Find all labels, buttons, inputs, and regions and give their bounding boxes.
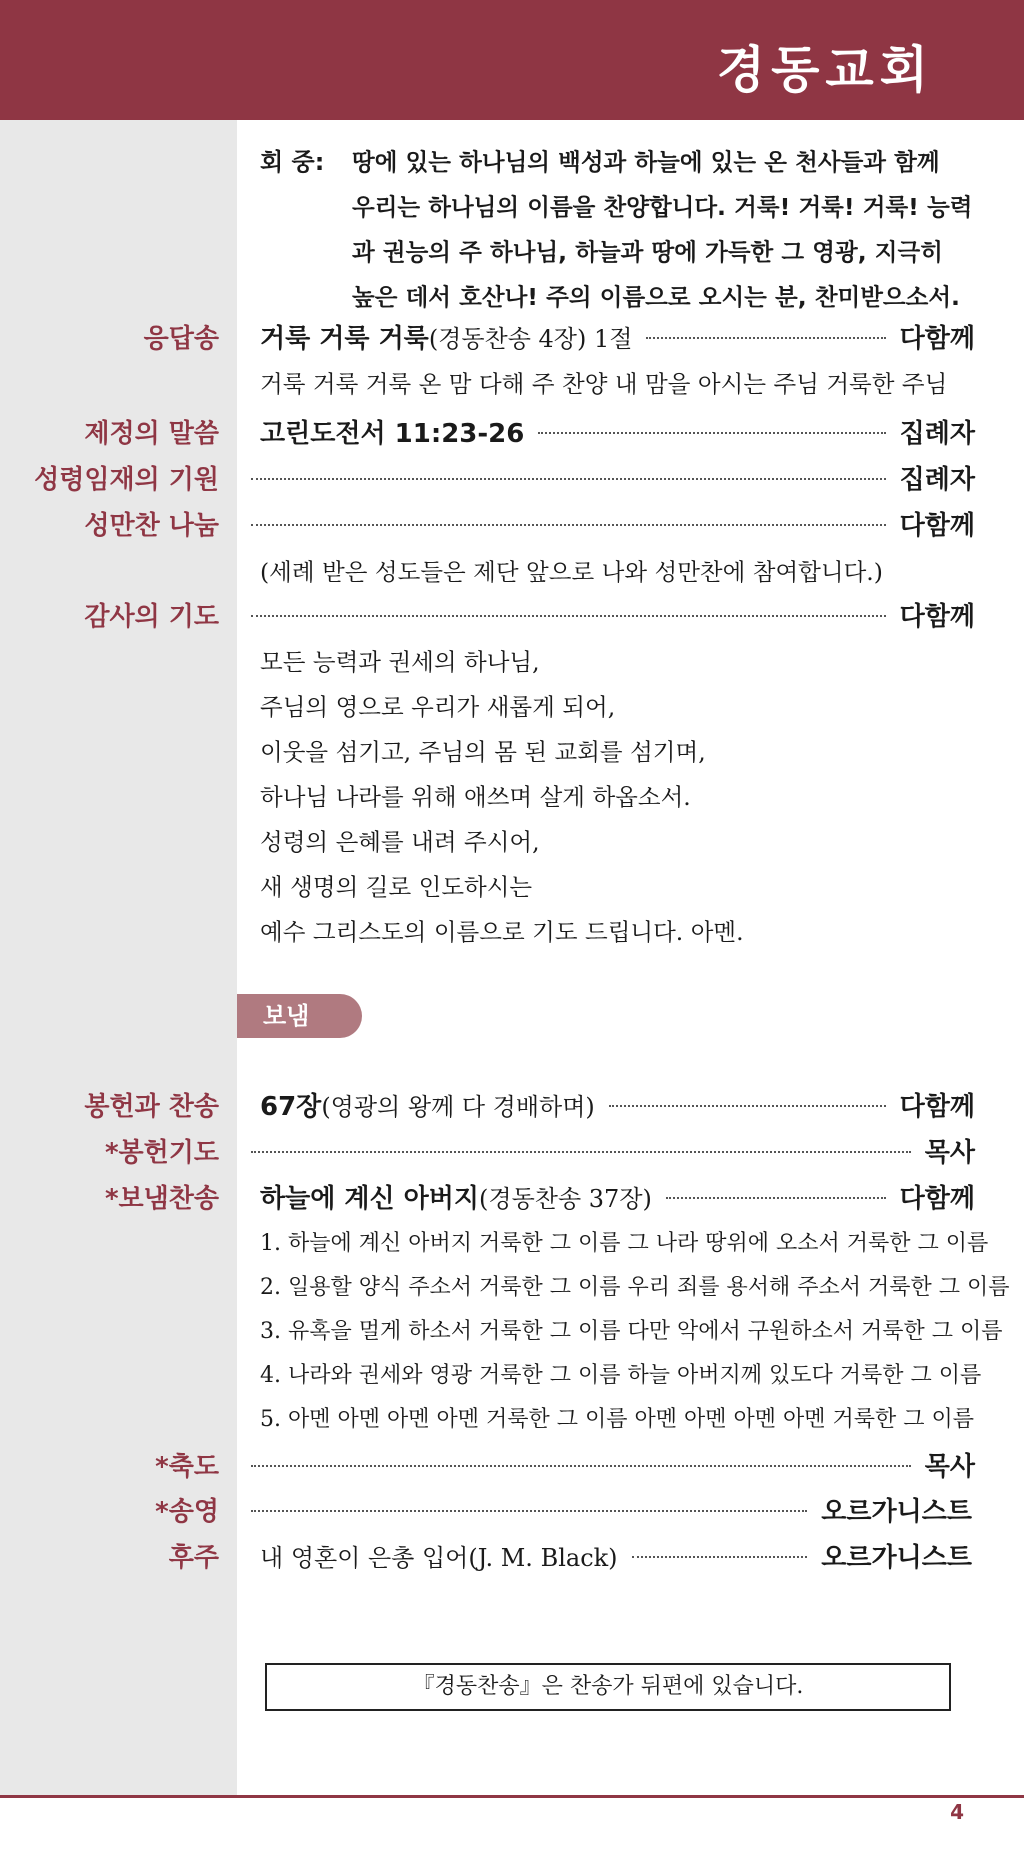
- leader-dots: [666, 1197, 886, 1199]
- offering-hymn-title: (영광의 왕께 다 경배하며): [321, 1093, 595, 1121]
- reading-line: 땅에 있는 하나님의 백성과 하늘에 있는 온 천사들과 함께: [352, 148, 940, 176]
- benediction-label: *축도: [155, 1452, 219, 1482]
- leader-dots: [646, 337, 885, 339]
- thanksgiving-label: 감사의 기도: [84, 602, 219, 632]
- reading-line: 높은 데서 호산나! 주의 이름으로 오시는 분, 찬미받으소서.: [352, 283, 960, 311]
- prayer-line: 주님의 영으로 우리가 새롭게 되어,: [260, 693, 616, 721]
- hymn-verse: 4. 나라와 권세와 영광 거룩한 그 이름 하늘 아버지께 있도다 거룩한 그 이름: [260, 1363, 982, 1388]
- response-song-title: 거룩 거룩 거룩: [260, 324, 429, 354]
- institution-label: 제정의 말씀: [84, 419, 219, 449]
- sending-hymn-line: [260, 1179, 975, 1219]
- response-song-label: 응답송: [143, 324, 219, 354]
- footer-divider: [0, 1795, 1024, 1798]
- offering-prayer-label: *봉헌기도: [104, 1138, 219, 1168]
- hymn-verse: 1. 하늘에 계신 아버지 거룩한 그 이름 그 나라 땅위에 오소서 거룩한 그 이름: [260, 1231, 989, 1256]
- hymn-verse: 3. 유혹을 멀게 하소서 거룩한 그 이름 다만 악에서 구원하소서 거룩한 그 이름: [260, 1319, 1003, 1344]
- leader-dots: [251, 478, 886, 480]
- leader-dots: [251, 1465, 911, 1467]
- leader-dots: [251, 524, 886, 526]
- postlude-role: 오르가니스트: [821, 1543, 972, 1573]
- church-name: 경동교회: [716, 41, 934, 99]
- offering-line: [260, 1087, 975, 1127]
- response-song-lyrics: 거룩 거룩 거룩 온 맘 다해 주 찬양 내 맘을 아시는 주님 거룩한 주님: [260, 370, 948, 398]
- sending-hymn-role: 다함께: [899, 1184, 975, 1214]
- sending-hymn-source: (경동찬송 37장): [479, 1185, 652, 1213]
- institution-line: [260, 414, 975, 454]
- leader-dots: [632, 1556, 808, 1558]
- leader-dots: [251, 1151, 911, 1153]
- leader-dots: [251, 1510, 807, 1512]
- communion-note: (세례 받은 성도들은 제단 앞으로 나와 성만찬에 참여합니다.): [260, 558, 883, 586]
- prayer-line: 성령의 은혜를 내려 주시어,: [260, 828, 540, 856]
- page-number: 4: [950, 1800, 964, 1824]
- prayer-line: 새 생명의 길로 인도하시는: [260, 873, 533, 901]
- postlude-piece: 내 영혼이 은총 입어(J. M. Black): [260, 1544, 618, 1572]
- hymn-verse: 5. 아멘 아멘 아멘 아멘 거룩한 그 이름 아멘 아멘 아멘 아멘 거룩한 그 이름: [260, 1407, 974, 1432]
- epiclesis-label: 성령임재의 기원: [34, 465, 219, 495]
- doxology-role: 오르가니스트: [821, 1497, 972, 1527]
- epiclesis-line: [237, 460, 975, 500]
- postlude-label: 후주: [168, 1543, 219, 1573]
- leader-dots: [251, 615, 886, 617]
- prayer-line: 예수 그리스도의 이름으로 기도 드립니다. 아멘.: [260, 918, 744, 946]
- hymnal-notice-box: 『경동찬송』은 찬송가 뒤편에 있습니다.: [265, 1663, 951, 1711]
- section-sending-tab: 보냄: [237, 994, 362, 1038]
- postlude-line: [260, 1538, 972, 1578]
- institution-role: 집례자: [899, 419, 975, 449]
- communion-label: 성만찬 나눔: [84, 511, 219, 541]
- leader-dots: [538, 432, 885, 434]
- response-song-role: 다함께: [899, 324, 975, 354]
- sending-hymn-title: 하늘에 계신 아버지: [260, 1184, 480, 1214]
- communion-role: 다함께: [899, 511, 975, 541]
- congregation-label: 회 중:: [260, 148, 325, 176]
- offering-hymn-number: 67장: [260, 1092, 322, 1122]
- offering-prayer-role: 목사: [924, 1138, 975, 1168]
- hymn-verse: 2. 일용할 양식 주소서 거룩한 그 이름 우리 죄를 용서해 주소서 거룩한 그 이름: [260, 1275, 1010, 1300]
- response-song-source: (경동찬송 4장) 1절: [428, 325, 633, 353]
- prayer-line: 하나님 나라를 위해 애쓰며 살게 하옵소서.: [260, 783, 691, 811]
- sending-hymn-label: *보냄찬송: [104, 1184, 219, 1214]
- leader-dots: [609, 1105, 886, 1107]
- offering-role: 다함께: [899, 1092, 975, 1122]
- thanksgiving-role: 다함께: [899, 602, 975, 632]
- epiclesis-role: 집례자: [899, 465, 975, 495]
- institution-scripture: 고린도전서 11:23-26: [260, 419, 525, 449]
- responsive-reading-text: [352, 140, 977, 320]
- offering-prayer-line: [237, 1133, 975, 1173]
- doxology-line: [237, 1492, 972, 1532]
- header-bar: [0, 0, 1024, 120]
- thanksgiving-line: [237, 597, 975, 637]
- doxology-label: *송영: [155, 1497, 219, 1527]
- prayer-line: 모든 능력과 권세의 하나님,: [260, 648, 540, 676]
- communion-line: [237, 506, 975, 546]
- offering-label: 봉헌과 찬송: [84, 1092, 219, 1122]
- prayer-line: 이웃을 섬기고, 주님의 몸 된 교회를 섬기며,: [260, 738, 706, 766]
- benediction-role: 목사: [924, 1452, 975, 1482]
- reading-line: 우리는 하나님의 이름을 찬양합니다. 거룩! 거룩! 거룩! 능력: [352, 193, 973, 221]
- benediction-line: [237, 1447, 975, 1487]
- response-song-line: [260, 319, 975, 359]
- reading-line: 과 권능의 주 하나님, 하늘과 땅에 가득한 그 영광, 지극히: [352, 238, 943, 266]
